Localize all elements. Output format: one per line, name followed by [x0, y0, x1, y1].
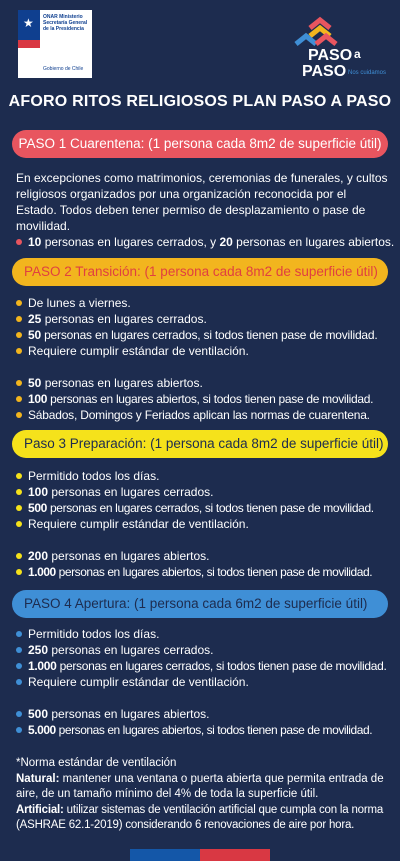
bullet-icon — [16, 647, 22, 653]
bullet-icon — [16, 521, 22, 527]
paso-1-intro: En excepciones como matrimonios, ceremonias de funerales, y cultos religiosos organizados por una organización reconocida por el Estado. Todos deben tener permiso de desplazamiento o pase de movilidad. — [16, 171, 388, 233]
ministry-name: ONAR Ministerio Secretaría General de la Presidencia — [43, 14, 88, 32]
bullet-icon — [16, 679, 22, 685]
footer-bar-blue — [130, 849, 200, 861]
paso-word-1: PASO — [308, 47, 353, 64]
paso-2-bullet: 25 personas en lugares cerrados. — [16, 311, 396, 327]
paso-tagline: Nos cuidamos — [348, 70, 386, 76]
paso-3-bullet: Requiere cumplir estándar de ventilación. — [16, 516, 396, 532]
note-heading: *Norma estándar de ventilación — [16, 757, 177, 769]
paso-4-bullet: 250 personas en lugares cerrados. — [16, 642, 396, 658]
page-title: AFORO RITOS RELIGIOSOS PLAN PASO A PASO — [8, 93, 392, 110]
bullet-icon — [16, 396, 22, 402]
ventilation-note — [16, 756, 388, 834]
bullet-icon — [16, 663, 22, 669]
paso-3-bullet: Permitido todos los días. — [16, 468, 396, 484]
paso-3-bullet: 100 personas en lugares cerrados. — [16, 484, 396, 500]
header — [0, 0, 400, 92]
paso-3-bullet: 200 personas en lugares abiertos. — [16, 548, 396, 564]
paso-4-bullet: 500 personas en lugares abiertos. — [16, 706, 396, 722]
bullet-icon — [16, 412, 22, 418]
paso-1-bullet: 10 personas en lugares cerrados, y 20 personas en lugares abiertos. — [16, 234, 396, 250]
star-icon: ★ — [23, 16, 34, 30]
paso-3-bullet: 500 personas en lugares cerrados, si todos tienen pase de movilidad. — [16, 500, 396, 516]
bullet-icon — [16, 489, 22, 495]
bullet-icon — [16, 569, 22, 575]
gobierno-de-chile-logo — [18, 10, 92, 78]
paso-3-bullet: 1.000 personas en lugares abiertos, si todos tienen pase de movilidad. — [16, 564, 396, 580]
paso-2-bullet: Requiere cumplir estándar de ventilación. — [16, 343, 396, 359]
bullet-icon — [16, 316, 22, 322]
paso-4-bullet: Requiere cumplir estándar de ventilación. — [16, 674, 396, 690]
note-natural: Natural: mantener una ventana o puerta abierta que permita entrada de aire, de un tamaño mínimo del 4% de toda la superficie útil. — [16, 772, 384, 800]
paso-2-header: PASO 2 Transición: (1 persona cada 8m2 de superficie útil) — [12, 258, 388, 286]
paso-2-bullet: 50 personas en lugares cerrados, si todos tienen pase de movilidad. — [16, 327, 396, 343]
paso-a-paso-logo — [286, 14, 386, 84]
paso-4-bullet: 1.000 personas en lugares cerrados, si todos tienen pase de movilidad. — [16, 658, 396, 674]
bullet-icon — [16, 473, 22, 479]
bullet-icon — [16, 300, 22, 306]
bullet-icon — [16, 505, 22, 511]
bullet-icon — [16, 553, 22, 559]
paso-2-bullet: De lunes a viernes. — [16, 295, 396, 311]
bullet-icon — [16, 332, 22, 338]
paso-4-header: PASO 4 Apertura: (1 persona cada 6m2 de superficie útil) — [12, 590, 388, 618]
paso-1-header: PASO 1 Cuarentena: (1 persona cada 8m2 de superficie útil) — [12, 130, 388, 158]
paso-2-bullet: 50 personas en lugares abiertos. — [16, 375, 396, 391]
government-name: Gobierno de Chile — [43, 66, 84, 72]
bullet-icon — [16, 380, 22, 386]
paso-2-bullet: Sábados, Domingos y Feriados aplican las normas de cuarentena. — [16, 407, 396, 423]
bullet-icon — [16, 631, 22, 637]
bullet-icon — [16, 348, 22, 354]
paso-4-bullet: Permitido todos los días. — [16, 626, 396, 642]
bullet-icon — [16, 727, 22, 733]
paso-word-2: PASO — [302, 63, 347, 80]
note-artificial: Artificial: utilizar sistemas de ventilación artificial que cumpla con la norma (ASHRAE 62.1-2019) considerando 6 renovaciones de aire por hora. — [16, 803, 384, 831]
paso-4-bullet: 5.000 personas en lugares abiertos, si todos tienen pase de movilidad. — [16, 722, 396, 738]
bullet-icon — [16, 711, 22, 717]
footer-bar-red — [200, 849, 270, 861]
bullet-icon — [16, 239, 22, 245]
paso-3-header: Paso 3 Preparación: (1 persona cada 8m2 de superficie útil) — [12, 430, 388, 458]
paso-2-bullet: 100 personas en lugares abiertos, si todos tienen pase de movilidad. — [16, 391, 396, 407]
paso-a: a — [354, 47, 361, 61]
